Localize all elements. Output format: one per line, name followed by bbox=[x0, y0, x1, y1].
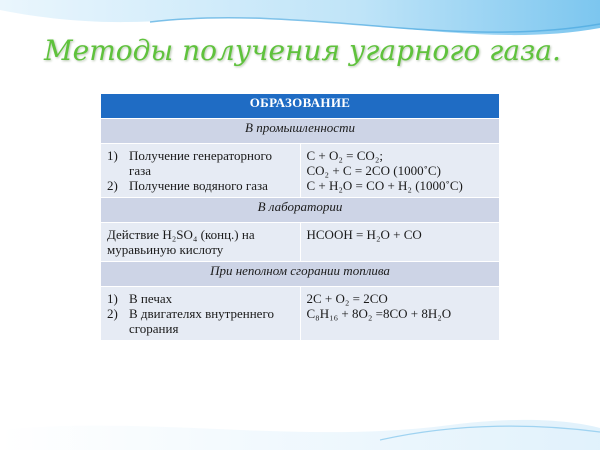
slide-title: Методы получения угарного газа. bbox=[44, 34, 561, 67]
section-row bbox=[101, 119, 500, 144]
list-item bbox=[107, 148, 294, 178]
section-heading-industry: В промышленности bbox=[101, 119, 500, 144]
list-item-text: В двигателях внутреннего сгорания bbox=[129, 306, 274, 336]
equations-cell-industry bbox=[300, 144, 500, 198]
equation: C + H₂O = CO + H₂ (1000˚C) bbox=[306, 178, 463, 193]
section-heading-laboratory: В лаборатории bbox=[101, 198, 500, 223]
list-number: 1) bbox=[107, 291, 118, 306]
list-item bbox=[107, 306, 294, 336]
equation: 2C + O₂ = 2CO bbox=[306, 291, 388, 306]
section-row bbox=[101, 198, 500, 223]
table-header-row bbox=[101, 94, 500, 119]
equations-cell-combustion bbox=[300, 287, 500, 341]
list-number: 2) bbox=[107, 178, 118, 193]
table-row bbox=[101, 144, 500, 198]
section-row bbox=[101, 262, 500, 287]
equation: HCOOH = H₂O + CO bbox=[306, 227, 422, 242]
table-row bbox=[101, 287, 500, 341]
equation: C + O₂ = CO₂; bbox=[306, 148, 383, 163]
list-item-text: В печах bbox=[129, 291, 173, 306]
methods-list bbox=[107, 148, 294, 193]
table-header: ОБРАЗОВАНИЕ bbox=[101, 94, 500, 119]
list-number: 1) bbox=[107, 148, 118, 163]
list-item-text: Получение водяного газа bbox=[129, 178, 268, 193]
methods-cell-industry bbox=[101, 144, 301, 198]
list-item bbox=[107, 291, 294, 306]
list-item-text: Получение генераторного газа bbox=[129, 148, 273, 178]
method-cell-laboratory: Действие H₂SO₄ (конц.) на муравьиную кислоту bbox=[101, 223, 301, 262]
methods-table bbox=[100, 93, 500, 341]
equations-cell-laboratory bbox=[300, 223, 500, 262]
section-heading-combustion: При неполном сгорании топлива bbox=[101, 262, 500, 287]
methods-list bbox=[107, 291, 294, 336]
bottom-wave-decoration bbox=[0, 420, 600, 450]
list-number: 2) bbox=[107, 306, 118, 321]
table-row bbox=[101, 223, 500, 262]
methods-cell-combustion bbox=[101, 287, 301, 341]
equation: C₈H₁₆ + 8O₂ =8CO + 8H₂O bbox=[306, 306, 452, 321]
equation: CO₂ + C = 2CO (1000˚C) bbox=[306, 163, 441, 178]
list-item bbox=[107, 178, 294, 193]
